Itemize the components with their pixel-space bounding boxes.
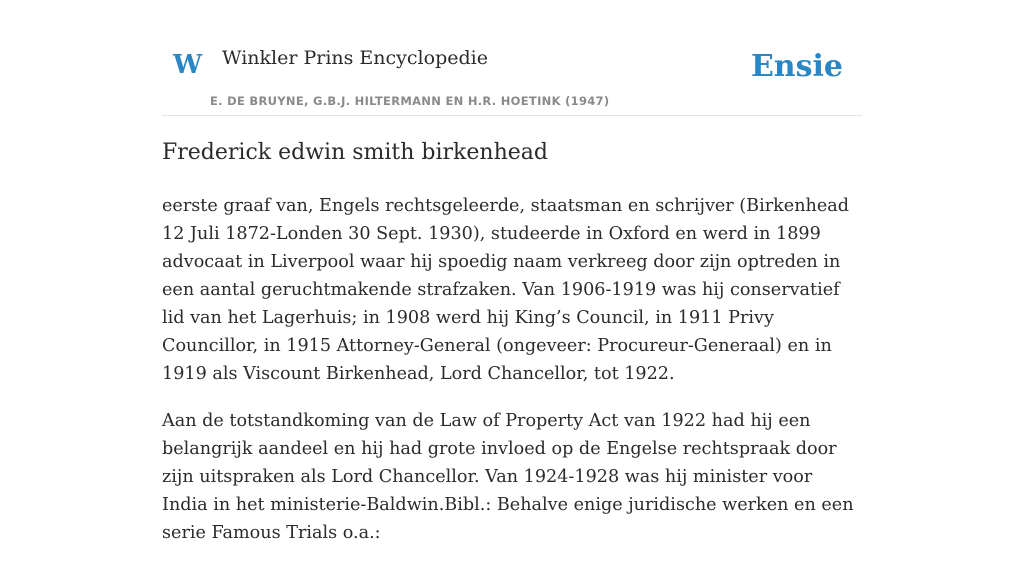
source-authors: E. DE BRUYNE, G.B.J. HILTERMANN EN H.R. HOETINK (1947) [210,94,610,108]
ensie-logo-link[interactable]: Ensie [750,49,843,84]
article-paragraph: eerste graaf van, Engels rechtsgeleerde, staatsman en schrijver (Birkenhead 12 Juli 1872-Londen 30 Sept. 1930), studeerde in Oxford en werd in 1899 advocaat in Liverpool waar hij spoedig naam verkreeg door zijn optreden in een aantal geruchtmakende strafzaken. Van 1906-1919 was hij conservatief lid van het Lagerhuis; in 1908 werd hij King’s Council, in 1911 Privy Councillor, in 1915 Attorney-General (ongeveer: Procureur-Generaal) en in 1919 als Viscount Birkenhead, Lord Chancellor, tot 1922. [162,196,850,384]
article-page [162,0,862,543]
source-header [162,0,862,116]
article-body [162,192,862,566]
article-title: Frederick edwin smith birkenhead [162,140,548,165]
source-title-link[interactable]: Winkler Prins Encyclopedie [222,47,488,69]
source-logo-icon[interactable]: W [173,50,203,80]
article-paragraph: Aan de totstandkoming van de Law of Property Act van 1922 had hij een belangrijk aandeel en hij had grote invloed op de Engelse rechtspraak door zijn uitspraken als Lord Chancellor. Van 1924-1928 was hij minister voor India in het ministerie-Baldwin.Bibl.: Behalve enige juridische werken en een serie Famous Trials o.a.: [162,411,854,543]
